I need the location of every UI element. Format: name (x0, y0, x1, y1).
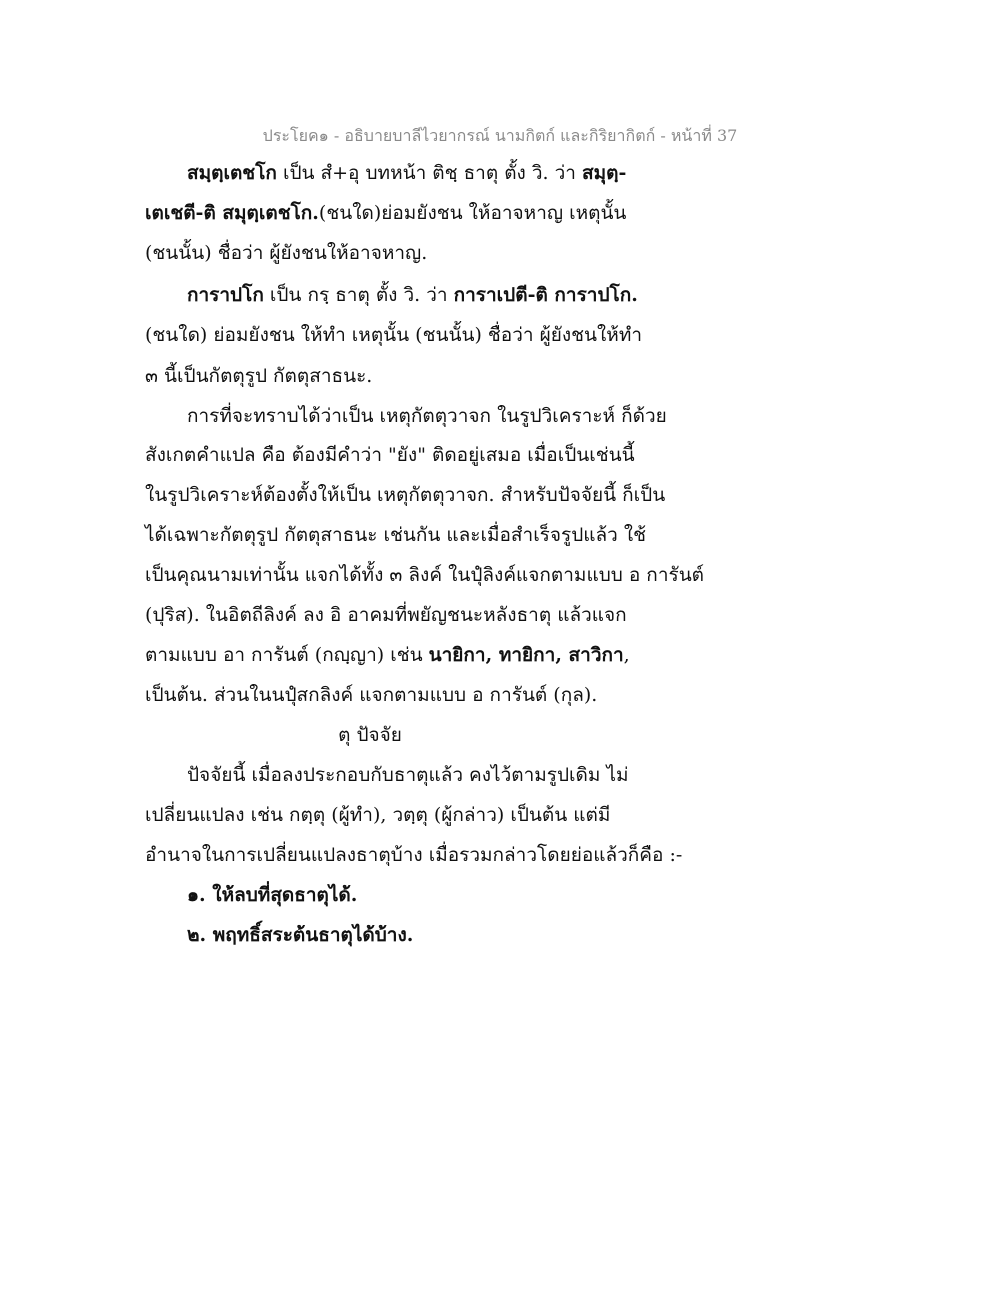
numbered-item (187, 922, 413, 948)
line-text: เป็น สํ+อุ บทหน้า ติชฺ ธาตุ ตั้ง วิ. ว่า (276, 162, 583, 184)
pali-term-bold: การาปโก (187, 284, 264, 306)
line-text: (ชนใด)ย่อมยังชน ให้อาจหาญ เหตุนั้น (318, 202, 627, 224)
paragraph-line (187, 403, 667, 429)
paragraph-line (145, 363, 372, 389)
item-text: ๒. พฤทธิ์สระต้นธาตุได้บ้าง. (187, 924, 414, 946)
paragraph-line (187, 160, 626, 186)
paragraph-line (145, 602, 627, 628)
paragraph-line (145, 240, 427, 266)
section-title: ตุ ปัจจัย (338, 724, 402, 746)
paragraph-line (145, 482, 665, 508)
paragraph-line (145, 522, 646, 548)
line-text: สังเกตคำแปล คือ ต้องมีคำว่า "ยัง" ติดอยู่เสมอ เมื่อเป็นเช่นนี้ (145, 444, 635, 466)
line-text: ปัจจัยนี้ เมื่อลงประกอบกับธาตุแล้ว คงไว้ตามรูปเดิม ไม่ (187, 764, 629, 786)
line-text: เปลี่ยนแปลง เช่น กตฺตุ (ผู้ทำ), วตฺตุ (ผู้กล่าว) เป็นต้น แต่มี (145, 804, 611, 826)
paragraph-line (145, 642, 630, 668)
line-text: (ชนนั้น) ชื่อว่า ผู้ยังชนให้อาจหาญ. (145, 242, 428, 264)
pali-term-bold: สมุตฺ- (582, 162, 627, 184)
pali-term-bold: การาเปตี-ติ การาปโก. (453, 284, 638, 306)
paragraph-line (187, 762, 629, 788)
line-text: ๓ นี้เป็นกัตตุรูป กัตตุสาธนะ. (145, 365, 373, 387)
line-text: ตามแบบ อา การันต์ (กญฺญา) เช่น (145, 644, 429, 666)
line-text: ได้เฉพาะกัตตุรูป กัตตุสาธนะ เช่นกัน และเมื่อสำเร็จรูปแล้ว ใช้ (145, 524, 647, 546)
line-text: , (623, 644, 630, 666)
paragraph-line (145, 200, 626, 226)
section-heading (0, 722, 740, 748)
pali-term-bold: สมฺตฺเตชโก (187, 162, 277, 184)
pali-term-bold: นายิกา, ทายิกา, สาวิกา (428, 644, 624, 666)
line-text: เป็นต้น. ส่วนในนปุํสกลิงค์ แจกตามแบบ อ การันต์ (กุล). (145, 684, 598, 706)
line-text: ในรูปวิเคราะห์ต้องตั้งให้เป็น เหตุกัตตุวาจก. สำหรับปัจจัยนี้ ก็เป็น (145, 484, 666, 506)
paragraph-line (145, 802, 610, 828)
paragraph-line (187, 282, 638, 308)
line-text: (ชนใด) ย่อมยังชน ให้ทำ เหตุนั้น (ชนนั้น) ชื่อว่า ผู้ยังชนให้ทำ (145, 324, 643, 346)
line-text: เป็น กรฺ ธาตุ ตั้ง วิ. ว่า (263, 284, 454, 306)
line-text: อำนาจในการเปลี่ยนแปลงธาตุบ้าง เมื่อรวมกล่าวโดยย่อแล้วก็คือ :- (145, 844, 683, 866)
paragraph-line (145, 322, 642, 348)
item-text: ๑. ให้ลบที่สุดธาตุได้. (187, 884, 358, 906)
paragraph-line (145, 682, 597, 708)
paragraph-line (145, 562, 704, 588)
pali-term-bold: เตเชตี-ติ สมุตฺเตชโก. (145, 202, 319, 224)
line-text: (ปุริส). ในอิตถีลิงค์ ลง อิ อาคมที่พยัญชนะหลังธาตุ แล้วแจก (145, 604, 627, 626)
paragraph-line (145, 842, 682, 868)
numbered-item (187, 882, 357, 908)
line-text: เป็นคุณนามเท่านั้น แจกได้ทั้ง ๓ ลิงค์ ในปุํลิงค์แจกตามแบบ อ การันต์ (145, 564, 705, 586)
paragraph-line (145, 442, 635, 468)
running-header: ประโยค๑ - อธิบายบาลีไวยากรณ์ นามกิตก์ และกิริยากิตก์ - หน้าที่ 37 (262, 126, 738, 145)
line-text: การที่จะทราบได้ว่าเป็น เหตุกัตตุวาจก ในรูปวิเคราะห์ ก็ด้วย (187, 405, 667, 427)
